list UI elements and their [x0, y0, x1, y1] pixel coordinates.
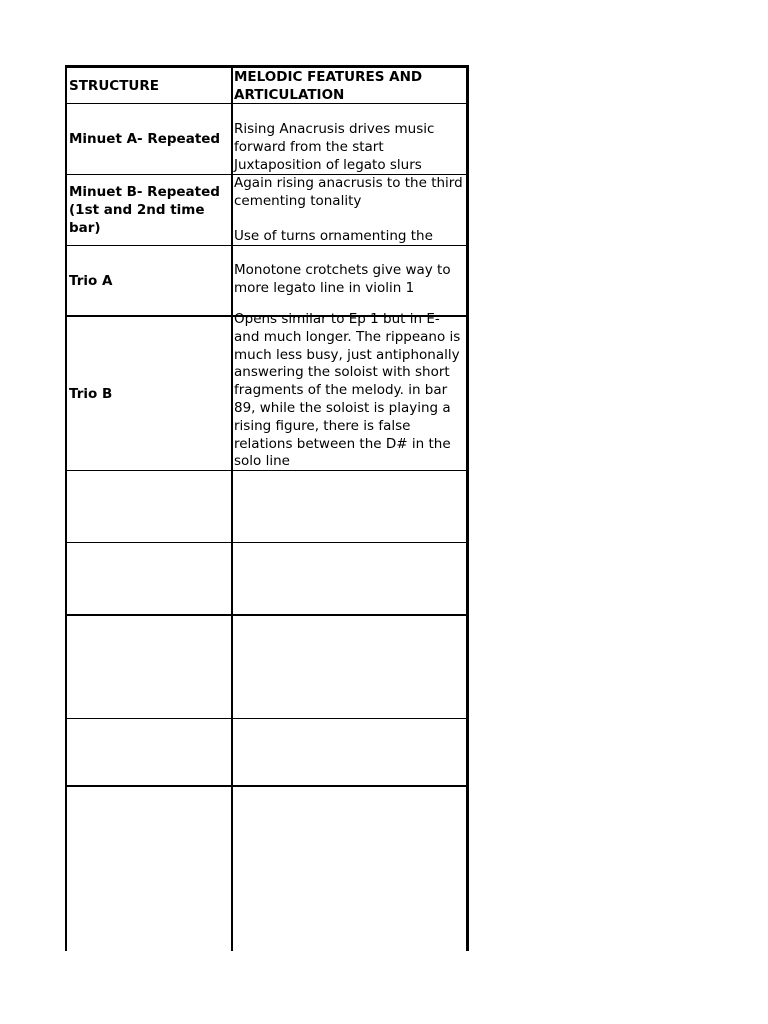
structure-label: Minuet B- Repeated (1st and 2nd time bar) — [69, 184, 220, 236]
structure-label: Trio B — [69, 385, 113, 402]
structure-label: Minuet A- Repeated — [69, 131, 221, 147]
table-row — [67, 104, 466, 175]
melodic-text: Opens similar to Ep 1 but in E- and much longer. The rippeano is much less busy, just antiphonally answering the soloist with short fragments of the melody. in bar 89, while the soloist is playing a rising figure, there is false relations between the D# in the solo line — [234, 311, 461, 470]
melodic-cell — [233, 104, 466, 174]
melodic-cell — [233, 246, 466, 315]
melodic-cell — [233, 311, 466, 470]
melodic-text: Monotone crotchets give way to more legato line in violin 1 — [234, 262, 451, 296]
melodic-cell — [233, 543, 466, 614]
table-row — [67, 616, 466, 719]
melodic-cell — [233, 719, 466, 785]
melodic-text: Rising Anacrusis drives music forward from the start Juxtaposition of legato slurs — [234, 121, 435, 173]
melodic-cell — [233, 787, 466, 951]
structure-cell — [67, 616, 231, 718]
structure-cell — [67, 719, 231, 785]
header-melodic: MELODIC FEATURES AND ARTICULATION — [234, 69, 423, 103]
structure-cell — [67, 317, 231, 470]
structure-cell — [67, 543, 231, 614]
melodic-cell — [233, 616, 466, 718]
table-row — [67, 471, 466, 543]
melodic-cell — [233, 175, 466, 245]
table-row — [67, 246, 466, 317]
melodic-text: Again rising anacrusis to the third cementing tonality Use of turns ornamenting the — [234, 175, 463, 245]
table-row — [67, 175, 466, 246]
structure-table — [65, 65, 469, 951]
melodic-cell — [233, 471, 466, 542]
header-structure: STRUCTURE — [69, 77, 159, 94]
header-cell-structure — [67, 68, 231, 103]
structure-label: Trio A — [69, 272, 113, 289]
table-row — [67, 311, 466, 471]
structure-cell — [67, 175, 231, 245]
structure-cell — [67, 471, 231, 542]
structure-cell — [67, 787, 231, 951]
table-row — [67, 719, 466, 787]
structure-cell — [67, 246, 231, 315]
table-row — [67, 787, 466, 951]
table-header-row — [67, 68, 466, 104]
table-row — [67, 543, 466, 616]
structure-cell — [67, 104, 231, 174]
header-cell-melodic — [233, 68, 466, 103]
